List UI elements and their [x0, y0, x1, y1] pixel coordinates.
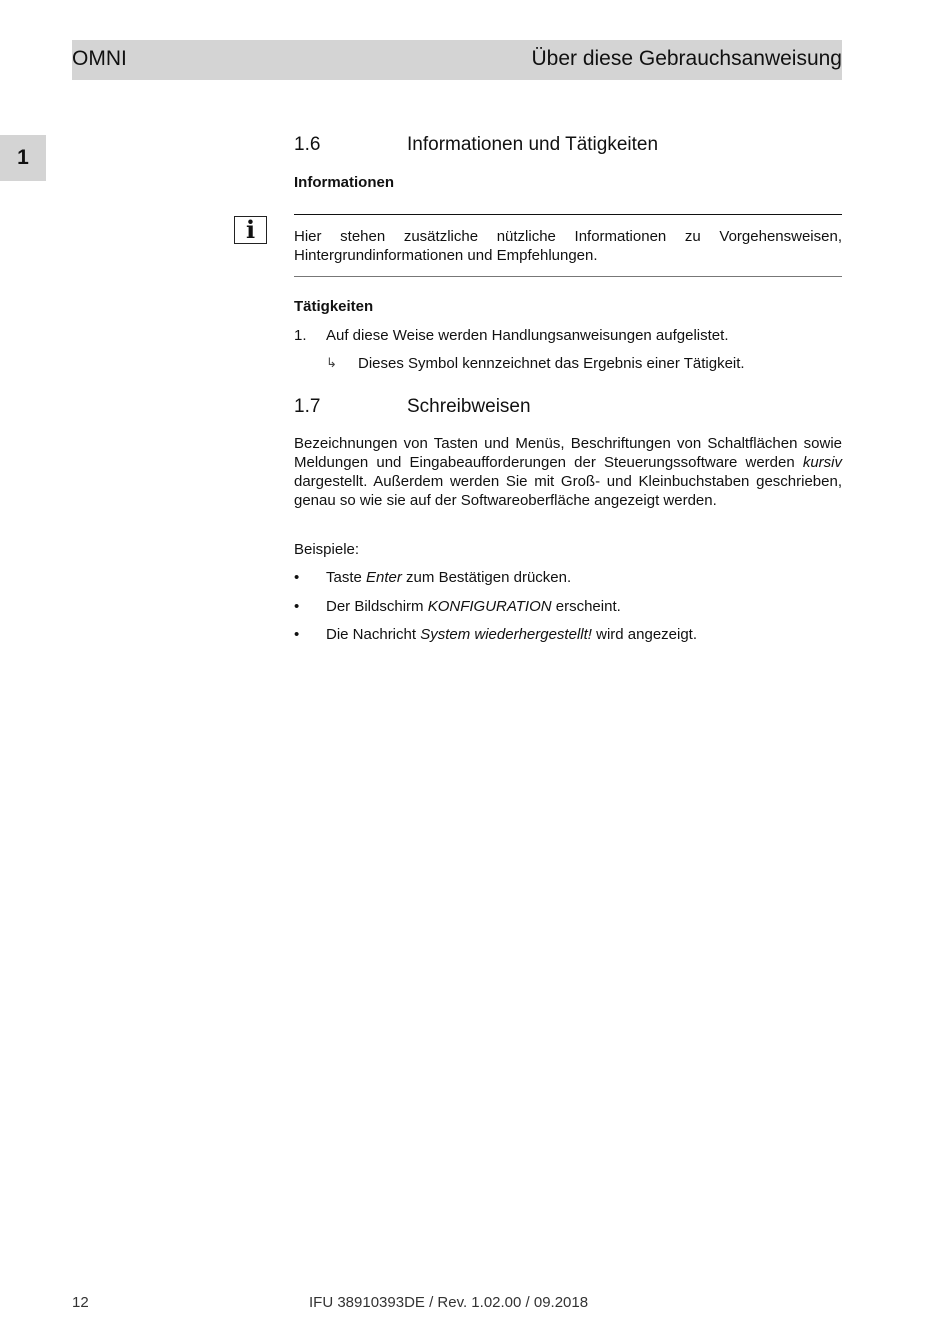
info-icon: i: [234, 216, 267, 244]
paragraph-text: dargestellt. Außerdem werden Sie mit Groß- und Kleinbuchstaben geschrieben, genau so wie sie auf der Softwareoberfläche angezeigt werden.: [294, 473, 842, 509]
tasks-subheading: Tätigkeiten: [294, 298, 374, 315]
chapter-tab: 1: [0, 135, 46, 181]
example-text: Der Bildschirm KONFIGURATION erscheint.: [326, 598, 621, 615]
page-header: [72, 40, 842, 80]
section-title: Informationen und Tätigkeiten: [407, 134, 659, 155]
bullet-icon: •: [294, 598, 300, 615]
info-box-top-rule: [294, 214, 842, 215]
footer-page-number: 12: [72, 1294, 89, 1311]
bullet-icon: •: [294, 569, 300, 586]
info-box-text: Hier stehen zusätzliche nützliche Informationen zu Vorgehensweisen, Hintergrundinformationen und Empfehlungen.: [294, 228, 842, 264]
examples-label: Beispiele:: [294, 541, 360, 558]
header-product-name: OMNI: [72, 47, 127, 70]
info-box-bottom-rule: [294, 276, 842, 277]
conventions-paragraph: [294, 434, 842, 510]
info-subheading: Informationen: [294, 174, 394, 191]
header-chapter-title: Über diese Gebrauchsanweisung: [531, 47, 842, 70]
paragraph-text: Bezeichnungen von Tasten und Menüs, Beschriftungen von Schaltflächen sowie Meldungen und Eingabeaufforderungen der Steuerungssoftware werden: [294, 435, 842, 471]
paragraph-italic-word: kursiv: [802, 454, 842, 471]
section-number: 1.7: [294, 396, 321, 417]
bullet-icon: •: [294, 626, 300, 643]
section-title: Schreibweisen: [407, 396, 531, 417]
step-text: Auf diese Weise werden Handlungsanweisungen aufgelistet.: [326, 327, 729, 344]
example-text: Taste Enter zum Bestätigen drücken.: [326, 569, 572, 586]
result-text: Dieses Symbol kennzeichnet das Ergebnis einer Tätigkeit.: [358, 355, 745, 372]
example-text: Die Nachricht System wiederhergestellt! wird angezeigt.: [326, 626, 698, 643]
section-number: 1.6: [294, 134, 321, 155]
step-number: 1.: [294, 327, 307, 344]
footer-document-reference: IFU 38910393DE / Rev. 1.02.00 / 09.2018: [309, 1294, 589, 1311]
result-arrow-icon: ↳: [326, 356, 337, 371]
